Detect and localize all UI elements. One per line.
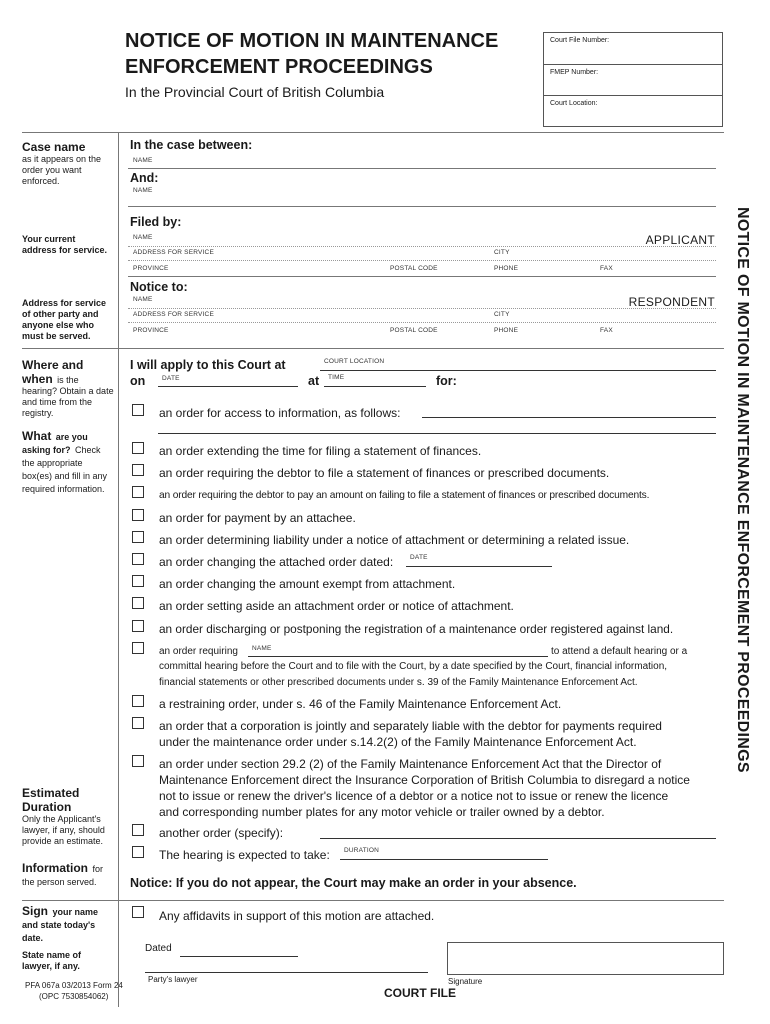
- dated-line[interactable]: [180, 956, 298, 957]
- dated-label: Dated: [145, 943, 172, 954]
- hearing-time-line[interactable]: [324, 386, 426, 387]
- respondent-label: RESPONDENT: [628, 295, 715, 309]
- duration-line[interactable]: [340, 859, 548, 860]
- in-case-heading: In the case between:: [130, 138, 253, 152]
- where-when-note: Where and when is the hearing? Obtain a date and time from the registry.: [22, 358, 114, 418]
- corporation-checkbox[interactable]: [132, 717, 144, 729]
- extend-text: an order extending the time for filing a statement of finances.: [159, 444, 482, 458]
- notice-to-heading: Notice to:: [130, 280, 188, 294]
- applicant-label: APPLICANT: [645, 233, 715, 247]
- phone-label: PHONE: [494, 265, 519, 272]
- state-name-note: State name of lawyer, if any.: [22, 950, 82, 971]
- icbc-text-c: not to issue or renew the driver's licence of a debtor or a notice not to issue or renew the licence: [159, 789, 669, 803]
- postal-label: POSTAL CODE: [390, 327, 438, 334]
- divider: [22, 900, 724, 901]
- requiring-checkbox[interactable]: [132, 642, 144, 654]
- requiring-text-a: an order requiring: [159, 646, 238, 657]
- requiring-text-d: financial statements or other prescribed documents under s. 39 of the Family Maintenance Enforcement Act.: [159, 677, 638, 688]
- at-text: at: [308, 374, 320, 388]
- fax-label: FAX: [600, 327, 613, 334]
- change-date-line[interactable]: [406, 566, 552, 567]
- hearing-date-line[interactable]: [158, 386, 298, 387]
- form-number: PFA 067a 03/2013 Form 24 (OPC 7530854062): [25, 981, 123, 1001]
- divider: [22, 348, 724, 349]
- city-label: CITY: [494, 249, 510, 256]
- another-order-checkbox[interactable]: [132, 824, 144, 836]
- icbc-text-b: Maintenance Enforcement direct the Insurance Corporation of British Columbia to disregard a notice: [159, 773, 690, 787]
- attachee-checkbox[interactable]: [132, 509, 144, 521]
- discharge-text: an order discharging or postponing the registration of a maintenance order registered against land.: [159, 622, 674, 636]
- extend-checkbox[interactable]: [132, 442, 144, 454]
- aside-text: an order setting aside an attachment order or notice of attachment.: [159, 599, 514, 613]
- name-label: NAME: [252, 645, 272, 652]
- phone-label: PHONE: [494, 327, 519, 334]
- discharge-checkbox[interactable]: [132, 620, 144, 632]
- court-location-line[interactable]: [320, 370, 716, 371]
- vertical-title: NOTICE OF MOTION IN MAINTENANCE ENFORCEMENT PROCEEDINGS: [734, 206, 751, 773]
- province-label: PROVINCE: [133, 265, 169, 272]
- court-file-label: COURT FILE: [384, 986, 456, 1000]
- court-info-box: [543, 32, 723, 127]
- duration-label: DURATION: [344, 847, 380, 854]
- form-title: NOTICE OF MOTION IN MAINTENANCE ENFORCEMENT PROCEEDINGS: [125, 30, 499, 78]
- province-label: PROVINCE: [133, 327, 169, 334]
- for-text: for:: [436, 374, 457, 388]
- other-address-note: Address for service of other party and anyone else who must be served.: [22, 298, 107, 341]
- attachee-text: an order for payment by an attachee.: [159, 511, 356, 525]
- hearing-duration-text: The hearing is expected to take:: [159, 848, 330, 862]
- estimated-duration-heading: Estimated Duration: [22, 786, 80, 814]
- estimated-duration-note: Only the Applicant's lawyer, if any, should provide an estimate.: [22, 814, 105, 846]
- date-label: DATE: [162, 375, 180, 382]
- icbc-text-a: an order under section 29.2 (2) of the Family Maintenance Enforcement Act that the Director of: [159, 757, 662, 771]
- respondent-address-line[interactable]: [128, 322, 716, 323]
- liability-checkbox[interactable]: [132, 531, 144, 543]
- absence-notice: Notice: If you do not appear, the Court may make an order in your absence.: [130, 876, 577, 890]
- applicant-name-line[interactable]: [128, 246, 716, 247]
- liability-text: an order determining liability under a notice of attachment or determining a related issue.: [159, 533, 630, 547]
- court-file-number-field[interactable]: Court File Number:: [544, 33, 722, 65]
- access-line-2[interactable]: [158, 433, 716, 434]
- another-order-text: another order (specify):: [159, 826, 284, 840]
- on-text: on: [130, 374, 146, 388]
- restraining-checkbox[interactable]: [132, 695, 144, 707]
- signature-box[interactable]: [447, 942, 724, 975]
- case-name-note: as it appears on the order you want enforced.: [22, 154, 102, 186]
- name-label: NAME: [133, 296, 153, 303]
- apply-text: I will apply to this Court at: [130, 358, 286, 372]
- restraining-text: a restraining order, under s. 46 of the Family Maintenance Enforcement Act.: [159, 697, 562, 711]
- name-label: NAME: [133, 157, 153, 164]
- access-checkbox[interactable]: [132, 404, 144, 416]
- require-text: an order requiring the debtor to file a statement of finances or prescribed documents.: [159, 466, 610, 480]
- address-label: ADDRESS FOR SERVICE: [133, 311, 214, 318]
- signature-label: Signature: [448, 977, 483, 986]
- lawyer-line[interactable]: [145, 972, 428, 973]
- respondent-name-line[interactable]: [128, 308, 716, 309]
- your-address-note: Your current address for service.: [22, 234, 108, 255]
- change-dated-text: an order changing the attached order dated:: [159, 555, 394, 569]
- name-label: NAME: [133, 234, 153, 241]
- applicant-address-line[interactable]: [128, 260, 716, 261]
- another-order-line[interactable]: [320, 838, 716, 839]
- form-subtitle: In the Provincial Court of British Columbia: [125, 84, 385, 100]
- change-dated-checkbox[interactable]: [132, 553, 144, 565]
- fax-label: FAX: [600, 265, 613, 272]
- partys-lawyer-label: Party's lawyer: [148, 975, 198, 984]
- city-label: CITY: [494, 311, 510, 318]
- access-text: an order for access to information, as follows:: [159, 406, 401, 420]
- case-party2-line[interactable]: [128, 206, 716, 207]
- date-label: DATE: [410, 554, 428, 561]
- fmep-number-field[interactable]: FMEP Number:: [544, 65, 722, 97]
- requiring-text-c: committal hearing before the Court and to file with the Court, by a date specified by the Court, financial information,: [159, 661, 668, 672]
- sign-note: Sign your name and state today's date.: [22, 904, 98, 943]
- icbc-checkbox[interactable]: [132, 755, 144, 767]
- requiring-text-b: to attend a default hearing or a: [551, 646, 688, 657]
- pay-text: an order requiring the debtor to pay an amount on failing to file a statement of finances or prescribed documents.: [159, 490, 650, 501]
- exempt-checkbox[interactable]: [132, 575, 144, 587]
- postal-label: POSTAL CODE: [390, 265, 438, 272]
- case-name-heading: Case name: [22, 140, 86, 154]
- column-divider: [118, 132, 119, 1007]
- time-label: TIME: [328, 374, 345, 381]
- requiring-name-line[interactable]: [248, 656, 548, 657]
- icbc-text-d: and corresponding number plates for any motor vehicle or trailer owned by a debtor.: [159, 805, 605, 819]
- filed-by-heading: Filed by:: [130, 215, 182, 229]
- exempt-text: an order changing the amount exempt from attachment.: [159, 577, 456, 591]
- corporation-text-a: an order that a corporation is jointly and separately liable with the debtor for payments required: [159, 719, 662, 733]
- hearing-duration-checkbox[interactable]: [132, 846, 144, 858]
- name-label: NAME: [133, 187, 153, 194]
- pay-checkbox[interactable]: [132, 486, 144, 498]
- require-checkbox[interactable]: [132, 464, 144, 476]
- corporation-text-b: under the maintenance order under s.14.2(2) of the Family Maintenance Enforcement Act.: [159, 735, 637, 749]
- court-location-label: COURT LOCATION: [324, 358, 385, 365]
- address-label: ADDRESS FOR SERVICE: [133, 249, 214, 256]
- applicant-contact-line[interactable]: [128, 276, 716, 277]
- aside-checkbox[interactable]: [132, 597, 144, 609]
- case-party1-line[interactable]: [128, 168, 716, 169]
- and-heading: And:: [130, 171, 159, 185]
- what-note: What are you asking for? Check the appropriate box(es) and fill in any required information.: [22, 429, 108, 494]
- affidavits-checkbox[interactable]: [132, 906, 144, 918]
- divider: [22, 132, 724, 133]
- affidavits-text: Any affidavits in support of this motion are attached.: [159, 909, 435, 923]
- court-location-field[interactable]: Court Location:: [550, 100, 598, 108]
- information-note: Information for the person served.: [22, 861, 103, 887]
- access-line[interactable]: [422, 417, 716, 418]
